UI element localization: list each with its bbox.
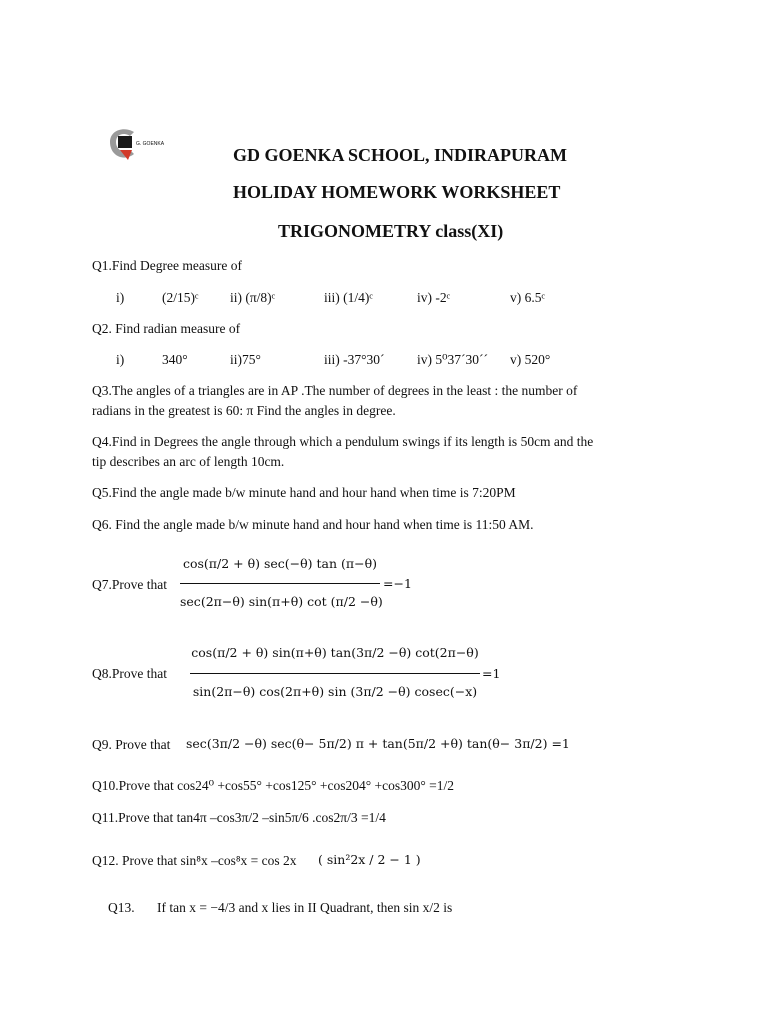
q10-text: Q10.Prove that cos24⁰ +cos55° +cos125° +cos204° +cos300° =1/2 — [92, 778, 455, 793]
q6-text: Q6. Find the angle made b/w minute hand and hour hand when time is 11:50 AM. — [92, 517, 534, 532]
q8-rhs: =1 — [482, 666, 501, 681]
q7-fraction-bar — [180, 583, 380, 584]
q4-line-2: tip describes an arc of length 10cm. — [92, 454, 285, 469]
logo-text: G. GOENKA — [136, 141, 165, 147]
q5-text: Q5.Find the angle made b/w minute hand and hour hand when time is 7:20PM — [92, 485, 516, 500]
q1-opt-4: iv) -2ᶜ — [417, 290, 451, 305]
q1-opt-1: (2/15)ᶜ — [162, 290, 199, 305]
school-logo — [104, 124, 168, 164]
q9-label: Q9. Prove that — [92, 737, 171, 752]
q7-numerator: cos(π/2 + θ) sec(−θ) tan (π−θ) — [182, 556, 377, 571]
q7-rhs: =−1 — [383, 576, 412, 591]
q3-line-2: radians in the greatest is 60: π Find the angles in degree. — [92, 403, 396, 418]
q1-text: Q1.Find Degree measure of — [92, 258, 242, 273]
q2-opt-2: ii)75° — [230, 352, 261, 367]
q9-expression: sec(3π/2 −θ) sec(θ− 5π/2) π + tan(5π/2 +θ) tan(θ− 3π/2) =1 — [186, 736, 570, 751]
q2-opt-1-num: i) — [116, 352, 125, 367]
q12-label: Q12. Prove that sin⁸x –cos⁸x = cos 2x — [92, 853, 297, 868]
school-name: GD GOENKA SCHOOL, INDIRAPURAM — [233, 145, 568, 165]
q7-denominator: sec(2π−θ) sin(π+θ) cot (π/2 −θ) — [180, 594, 383, 609]
q11-text: Q11.Prove that tan4π –cos3π/2 –sin5π/6 .cos2π/3 =1/4 — [92, 810, 386, 825]
q8-denominator: sin(2π−θ) cos(2π+θ) sin (3π/2 −θ) cosec(−x) — [192, 684, 478, 699]
q8-numerator: cos(π/2 + θ) sin(π+θ) tan(3π/2 −θ) cot(2π−θ) — [191, 645, 479, 660]
q4-paragraph — [92, 432, 593, 472]
worksheet-title: HOLIDAY HOMEWORK WORKSHEET — [233, 182, 561, 202]
q2-opt-1: 340° — [162, 352, 188, 367]
q13-number: Q13. — [108, 900, 135, 915]
q1-opt-1-num: i) — [116, 290, 125, 305]
q1-opt-5: v) 6.5ᶜ — [510, 290, 545, 305]
q1-opt-2: ii) (π/8)ᶜ — [230, 290, 276, 305]
q12-expression: ( sin²2x / 2 − 1 ) — [318, 852, 421, 867]
q2-opt-4: iv) 5⁰37ˊ30ˊˊ — [417, 352, 489, 367]
q2-opt-5: v) 520° — [510, 352, 551, 367]
q4-line-1: Q4.Find in Degrees the angle through which a pendulum swings if its length is 50cm and the — [92, 434, 594, 449]
q3-line-1: Q3.The angles of a triangles are in AP .The number of degrees in the least : the number of — [92, 383, 578, 398]
q1-options — [116, 290, 676, 308]
q2-text: Q2. Find radian measure of — [92, 321, 241, 336]
q7-label: Q7.Prove that — [92, 577, 167, 592]
q8-fraction-bar — [190, 673, 480, 674]
q2-options — [116, 352, 676, 370]
q3-paragraph — [92, 381, 577, 421]
subject-title: TRIGONOMETRY class(XI) — [278, 221, 504, 241]
q13-text: If tan x = −4/3 and x lies in II Quadrant, then sin x/2 is — [157, 900, 453, 915]
q1-opt-3: iii) (1/4)ᶜ — [324, 290, 373, 305]
q2-opt-3: iii) -37°30ˊ — [324, 352, 385, 367]
q8-label: Q8.Prove that — [92, 666, 167, 681]
